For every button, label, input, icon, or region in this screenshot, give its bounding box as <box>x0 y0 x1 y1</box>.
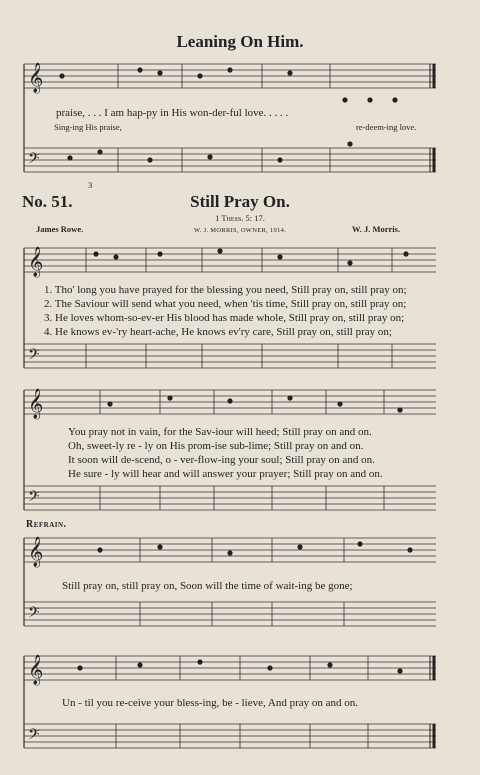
top-lyric-line-2-left: Sing-ing His praise, <box>54 122 122 132</box>
svg-text:𝄢: 𝄢 <box>28 726 40 747</box>
svg-text:𝄞: 𝄞 <box>28 537 44 567</box>
lyricist: James Rowe. <box>36 224 84 234</box>
svg-text:𝄞: 𝄞 <box>28 389 44 419</box>
top-lyric-line-1: praise, . . . I am hap-py in His won-der-ful love. . . . . <box>56 107 289 119</box>
staff-3-bass <box>24 602 436 626</box>
verse-1-line-1: 1. Tho' long you have prayed for the blessing you need, Still pray on, still pray on; <box>44 284 407 296</box>
svg-text:𝄞: 𝄞 <box>28 655 44 685</box>
verse-1-line-2: You pray not in vain, for the Sav-iour will heed; Still pray on and on. <box>68 426 372 438</box>
hymn-title: Still Pray On. <box>190 192 290 211</box>
svg-text:𝄢: 𝄢 <box>28 604 40 625</box>
svg-text:𝄢: 𝄢 <box>28 346 40 367</box>
svg-text:𝄞: 𝄞 <box>28 247 44 277</box>
measure-number: 3 <box>88 180 93 190</box>
staff-4-treble <box>24 656 436 680</box>
staff-2-bass <box>24 486 436 510</box>
verse-4-line-2: He sure - ly will hear and will answer your prayer; Still pray on and on. <box>68 468 383 480</box>
svg-text:𝄞: 𝄞 <box>28 63 44 93</box>
verse-3-line-2: It soon will de-scend, o - ver-flow-ing your soul; Still pray on and on. <box>68 454 375 466</box>
verse-3-line-1: 3. He loves whom-so-ev-er His blood has made whole, Still pray on, still pray on; <box>44 312 405 324</box>
composer: W. J. Morris. <box>352 224 401 234</box>
refrain-label: Refrain. <box>26 519 67 530</box>
top-hymn-title: Leaning On Him. <box>176 32 304 51</box>
verse-4-line-1: 4. He knows ev-'ry heart-ache, He knows ev'ry care, Still pray on, still pray on; <box>44 326 392 338</box>
hymn-number: No. 51. <box>22 192 73 211</box>
verse-2-line-2: Oh, sweet-ly re - ly on His prom-ise sub-lime; Still pray on and on. <box>68 440 364 452</box>
refrain-line-1: Still pray on, still pray on, Soon will the time of wait-ing be gone; <box>62 580 353 592</box>
copyright-notice: W. J. MORRIS, OWNER, 1914. <box>193 227 287 234</box>
svg-text:𝄢: 𝄢 <box>28 488 40 509</box>
staff-3-treble <box>24 538 436 562</box>
top-lyric-line-2-right: re-deem-ing love. <box>356 122 417 132</box>
refrain-line-2: Un - til you re-ceive your bless-ing, be - lieve, And pray on and on. <box>62 697 359 709</box>
svg-text:𝄢: 𝄢 <box>28 150 40 171</box>
staff-4-bass <box>24 724 436 748</box>
staff-top-bass <box>24 148 436 172</box>
scripture-reference: 1 Thess. 5: 17. <box>215 213 265 223</box>
verse-2-line-1: 2. The Saviour will send what you need, when 'tis time, Still pray on, still pray on; <box>44 298 407 310</box>
